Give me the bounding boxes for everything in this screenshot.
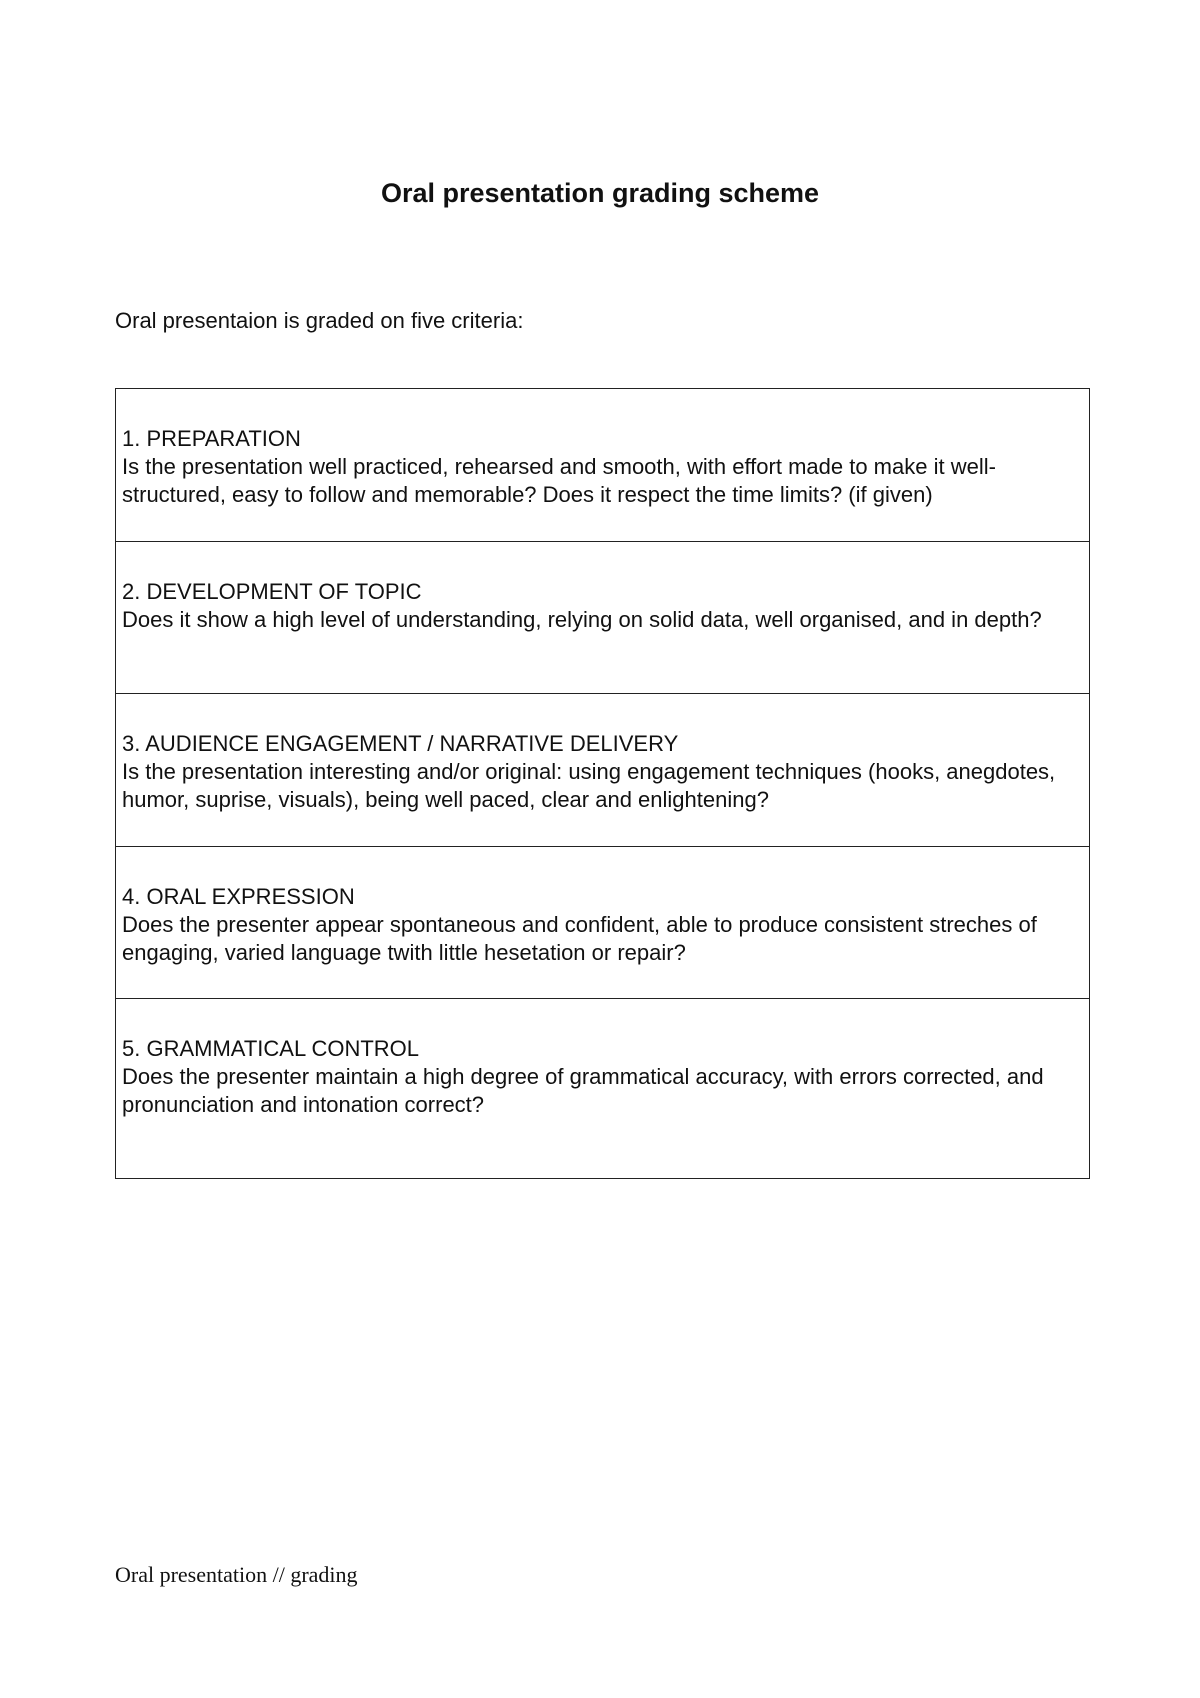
criterion-cell	[116, 542, 1090, 694]
criterion-row-audience-engagement	[116, 694, 1090, 847]
criterion-cell	[116, 389, 1090, 542]
criterion-row-development-of-topic	[116, 542, 1090, 694]
criterion-heading-grammatical-control: 5. GRAMMATICAL CONTROL	[122, 1036, 420, 1061]
criterion-text-oral-expression: Does the presenter appear spontaneous and confident, able to produce consistent streches of engaging, varied language twith little hesetation or repair?	[122, 912, 1037, 965]
criteria-table	[115, 388, 1090, 1179]
criterion-cell	[116, 694, 1090, 847]
criterion-heading-audience-engagement: 3. AUDIENCE ENGAGEMENT / NARRATIVE DELIVERY	[122, 731, 679, 756]
criterion-row-oral-expression	[116, 847, 1090, 999]
criterion-cell	[116, 999, 1090, 1179]
criterion-text-preparation: Is the presentation well practiced, rehearsed and smooth, with effort made to make it well-structured, easy to follow and memorable? Does it respect the time limits? (if given)	[122, 454, 996, 507]
criterion-heading-development-of-topic: 2. DEVELOPMENT OF TOPIC	[122, 579, 422, 604]
criterion-heading-preparation: 1. PREPARATION	[122, 426, 301, 451]
criterion-text-development-of-topic: Does it show a high level of understanding, relying on solid data, well organised, and in depth?	[122, 607, 1042, 632]
criterion-cell	[116, 847, 1090, 999]
criterion-heading-oral-expression: 4. ORAL EXPRESSION	[122, 884, 355, 909]
page-footer: Oral presentation // grading	[115, 1562, 358, 1587]
intro-text: Oral presentaion is graded on five criteria:	[115, 308, 524, 333]
criterion-row-preparation	[116, 389, 1090, 542]
criterion-text-audience-engagement: Is the presentation interesting and/or original: using engagement techniques (hooks, anegdotes, humor, suprise, visuals), being well paced, clear and enlightening?	[122, 759, 1056, 812]
criterion-text-grammatical-control: Does the presenter maintain a high degree of grammatical accuracy, with errors corrected, and pronunciation and intonation correct?	[122, 1064, 1044, 1117]
document-title: Oral presentation grading scheme	[380, 178, 820, 208]
criterion-row-grammatical-control	[116, 999, 1090, 1179]
